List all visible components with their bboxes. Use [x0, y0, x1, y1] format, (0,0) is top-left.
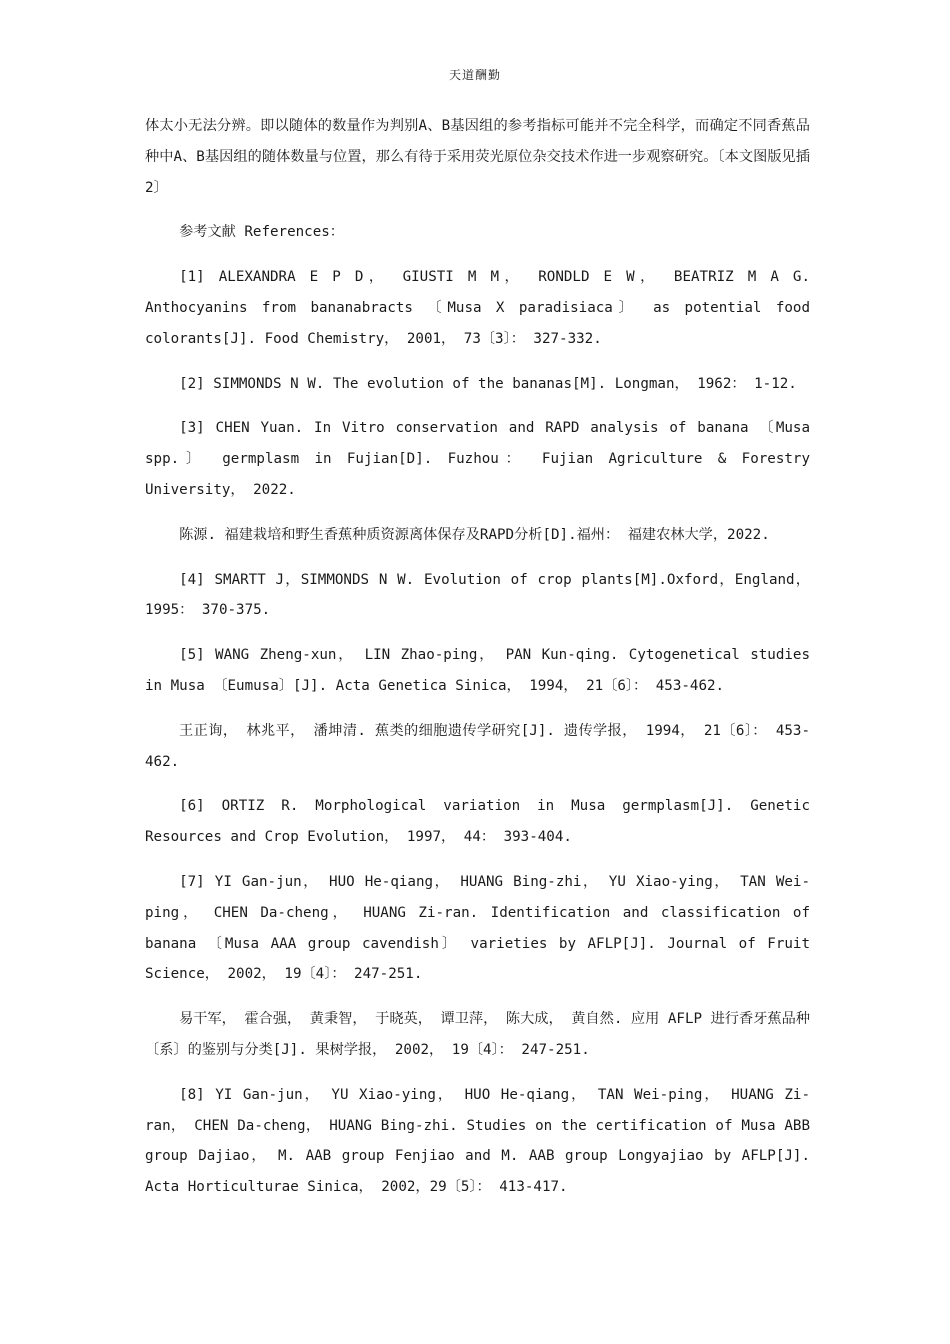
reference-item-chinese: 陈源. 福建栽培和野生香蕉种质资源离体保存及RAPD分析[D].福州： 福建农林大学，2022.	[179, 526, 770, 543]
reference-item: [8] YI Gan-jun， YU Xiao-ying， HUO He-qiang， TAN Wei-ping， HUANG Zi-ran， CHEN Da-cheng， HUANG Bing-zhi. Studies on the certification of Musa ABB group Dajiao， M. AAB group Fenjiao and M. AAB group Longyajiao by AFLP[J]. Acta Horticulturae Sinica， 2002，29〔5〕： 413-417.	[145, 1086, 810, 1196]
reference-item-chinese: 王正询， 林兆平， 潘坤清. 蕉类的细胞遗传学研究[J]. 遗传学报， 1994， 21〔6〕： 453-462.	[145, 722, 810, 770]
page-header: 天道酬勤	[448, 68, 501, 82]
reference-item: [1] ALEXANDRA E P D， GIUSTI M M， RONDLD E W， BEATRIZ M A G. Anthocyanins from bananabracts 〔Musa X paradisiaca〕 as potential food colorants[J]. Food Chemistry， 2001， 73〔3〕： 327-332.	[145, 269, 810, 347]
reference-item: [4] SMARTT J，SIMMONDS N W. Evolution of crop plants[M].Oxford，England，1995： 370-375.	[145, 571, 810, 619]
document-body	[145, 111, 810, 1217]
reference-item: [7] YI Gan-jun， HUO He-qiang， HUANG Bing-zhi， YU Xiao-ying， TAN Wei-ping， CHEN Da-cheng， HUANG Zi-ran. Identification and classification of banana 〔Musa AAA group cavendish〕 varieties by AFLP[J]. Journal of Fruit Science， 2002， 19〔4〕： 247-251.	[145, 873, 810, 983]
references-heading: 参考文献 References：	[179, 224, 344, 241]
body-paragraph: 体太小无法分辨。即以随体的数量作为判别A、B基因组的参考指标可能并不完全科学，而确定不同香蕉品种中A、B基因组的随体数量与位置，那么有待于采用荧光原位杂交技术作进一步观察研究。〔本文图版见插2〕	[145, 118, 810, 196]
reference-item-chinese: 易干军， 霍合强， 黄秉智， 于晓英， 谭卫萍， 陈大成， 黄自然. 应用 AFLP 进行香牙蕉品种〔系〕的鉴别与分类[J]. 果树学报， 2002， 19〔4〕： 247-251.	[145, 1011, 810, 1058]
reference-item: [2] SIMMONDS N W. The evolution of the bananas[M]. Longman， 1962： 1-12.	[179, 375, 797, 392]
reference-item: [3] CHEN Yuan. In Vitro conservation and RAPD analysis of banana 〔Musa spp.〕 germplasm in Fujian[D]. Fuzhou： Fujian Agriculture & Forestry University， 2022.	[145, 420, 810, 498]
reference-item: [5] WANG Zheng-xun， LIN Zhao-ping， PAN Kun-qing. Cytogenetical studies in Musa 〔Eumusa〕[J]. Acta Genetica Sinica， 1994， 21〔6〕： 453-462.	[145, 647, 810, 694]
reference-item: [6] ORTIZ R. Morphological variation in Musa germplasm[J]. Genetic Resources and Crop Evolution， 1997， 44： 393-404.	[145, 798, 810, 846]
